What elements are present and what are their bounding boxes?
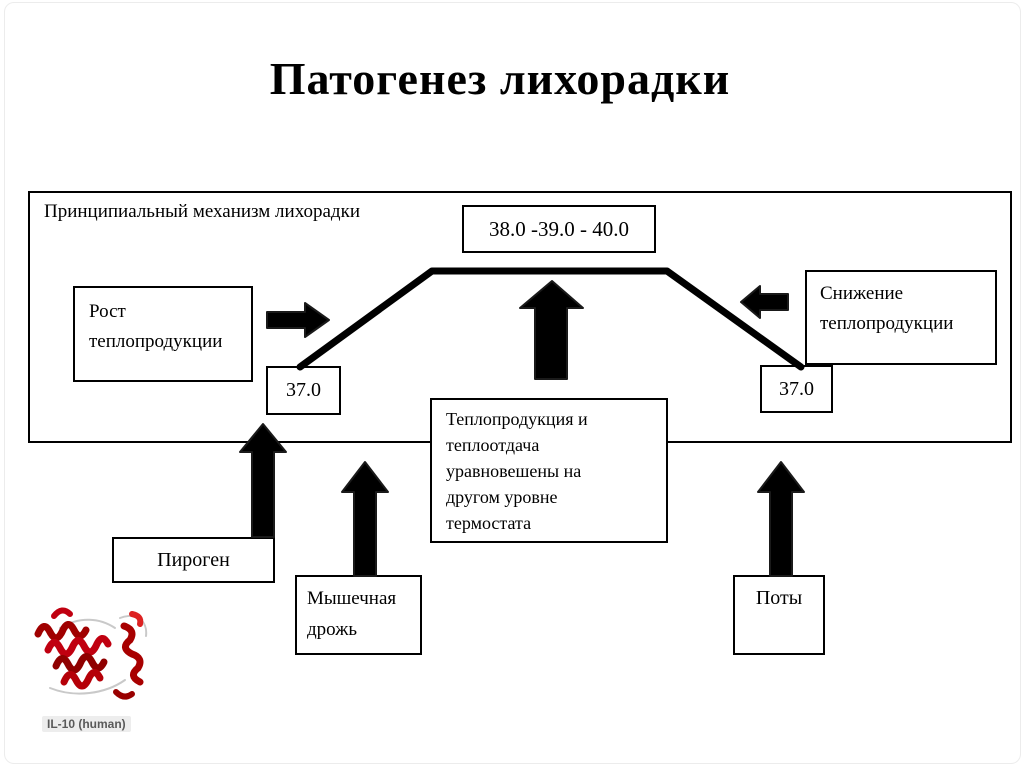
pyrogen-box <box>112 537 275 583</box>
shiver-up-arrow <box>342 462 388 576</box>
thermostat-balance-box <box>430 398 668 543</box>
temp-range-value: 38.0 -39.0 - 40.0 <box>489 216 629 241</box>
page-title: Патогенез лихорадки <box>269 53 731 104</box>
sweat-box <box>733 575 825 655</box>
shiver-line2: дрожь <box>307 619 357 640</box>
balance-line5: термостата <box>446 513 532 533</box>
heat-production-drop-box <box>805 270 997 365</box>
heat-drop-line2: теплопродукции <box>820 313 954 334</box>
heat-production-rise-box <box>73 286 253 382</box>
shiver-line1: Мышечная <box>307 588 397 609</box>
balance-line1: Теплопродукция и <box>446 409 588 429</box>
heat-rise-line1: Рост <box>89 301 126 322</box>
heat-rise-line2: теплопродукции <box>89 331 223 352</box>
balance-line4: другом уровне <box>446 487 558 507</box>
temp-37-left-box <box>266 366 341 415</box>
balance-line3: уравновешены на <box>446 461 582 481</box>
temp-range-box <box>462 205 656 253</box>
pyrogen-label: Пироген <box>157 548 230 571</box>
sweat-label: Поты <box>755 587 803 609</box>
muscle-shiver-box <box>295 575 422 655</box>
protein-ribbon-image <box>20 598 162 714</box>
temp-37-right-box <box>760 365 833 413</box>
temp-37-right-value: 37.0 <box>779 377 814 400</box>
balance-line2: теплоотдача <box>446 435 540 455</box>
temp-37-left-value: 37.0 <box>286 379 321 401</box>
mechanism-container-label: Принципиальный механизм лихорадки <box>44 201 360 222</box>
protein-caption: IL-10 (human) <box>42 716 131 732</box>
heat-drop-line1: Снижение <box>820 283 904 304</box>
sweat-up-arrow <box>758 462 804 576</box>
